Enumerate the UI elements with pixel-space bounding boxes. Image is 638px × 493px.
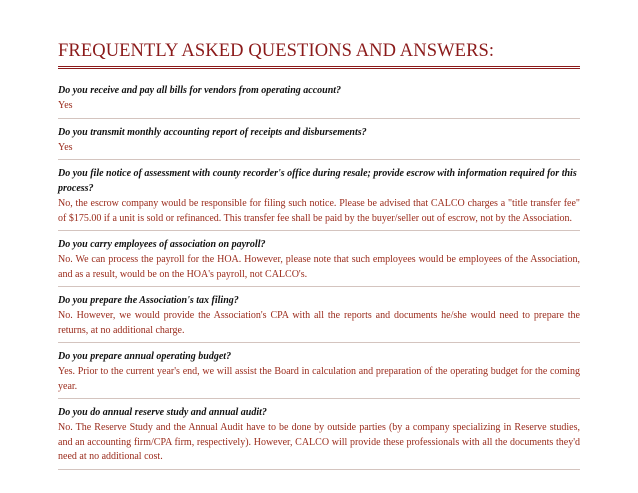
faq-list	[58, 83, 580, 470]
faq-answer: No, the escrow company would be responsible for filing such notice. Please be advised that CALCO charges a "title transfer fee" of $175.00 if a unit is sold or refinanced. This transfer fee shall be paid by the buyer/seller out of escrow, not by the Association.	[58, 198, 580, 224]
faq-question: Do you prepare the Association's tax filing?	[58, 295, 239, 306]
faq-item	[58, 405, 580, 470]
faq-answer: No. However, we would provide the Association's CPA with all the reports and documents he/she would need to prepare the returns, at no additional charge.	[58, 310, 580, 336]
faq-document	[58, 0, 580, 476]
faq-answer: Yes. Prior to the current year's end, we will assist the Board in calculation and preparation of the operating budget for the coming year.	[58, 366, 580, 392]
faq-question: Do you carry employees of association on payroll?	[58, 239, 266, 250]
faq-question: Do you file notice of assessment with county recorder's office during resale; provide escrow with information required for this process?	[58, 168, 577, 194]
faq-item	[58, 83, 580, 119]
faq-answer: Yes	[58, 141, 73, 153]
faq-item	[58, 166, 580, 231]
faq-answer: No. We can process the payroll for the HOA. However, please note that such employees would be employees of the Association, and as a result, would be on the HOA's payroll, not CALCO's.	[58, 254, 580, 280]
faq-question: Do you receive and pay all bills for vendors from operating account?	[58, 85, 342, 96]
title-divider	[58, 66, 580, 69]
faq-answer: Yes	[58, 100, 73, 111]
faq-question: Do you transmit monthly accounting report of receipts and disbursements?	[58, 126, 367, 138]
faq-answer: No. The Reserve Study and the Annual Audit have to be done by outside parties (by a company specializing in Reserve studies, and an accounting firm/CPA firm, respectively). However, CALCO will provide these professionals with all the documents they'd need at no additional cost.	[58, 422, 580, 462]
faq-question: Do you do annual reserve study and annual audit?	[58, 407, 267, 418]
page-title: FREQUENTLY ASKED QUESTIONS AND ANSWERS:	[58, 41, 495, 61]
faq-item	[58, 293, 580, 343]
faq-item	[58, 349, 580, 399]
faq-question: Do you prepare annual operating budget?	[58, 351, 232, 362]
faq-item	[58, 125, 580, 161]
faq-item	[58, 237, 580, 287]
